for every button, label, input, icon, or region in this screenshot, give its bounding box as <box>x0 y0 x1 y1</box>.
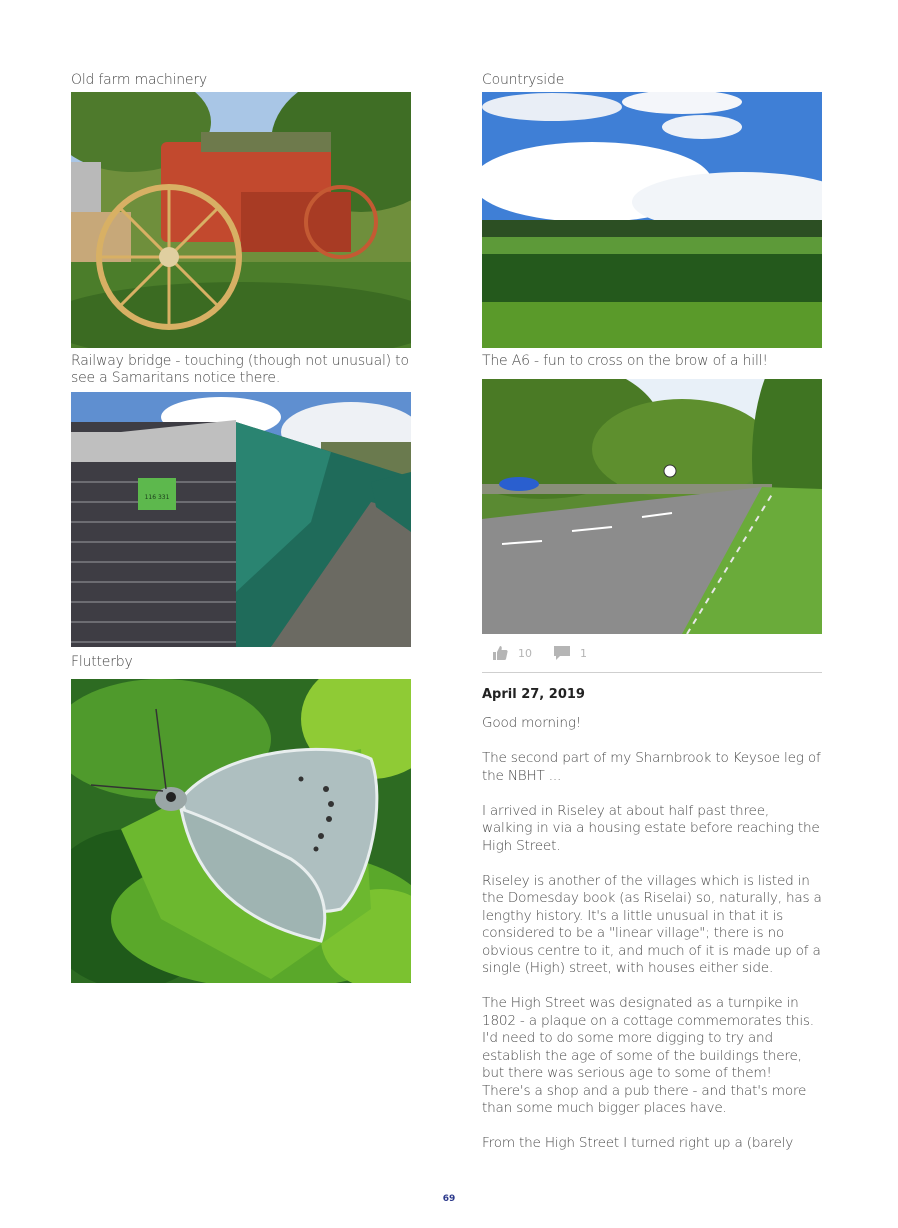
social-bar <box>482 634 822 673</box>
page-number: 69 <box>442 1194 456 1204</box>
photo-caption: Railway bridge - touching (though not unusual) to see a Samaritans notice there. <box>71 353 409 386</box>
post-paragraph: The High Street was designated as a turnpike in 1802 - a plaque on a cottage commemorates this. I'd need to do some more digging to try and establish the age of some of the buildings there, but there was serious age to some of them! There's a shop and a pub there - and that's more than some much bigger places have. <box>482 995 814 1116</box>
post-paragraph: The second part of my Sharnbrook to Keysoe leg of the NBHT ... <box>482 750 821 784</box>
post-paragraph: From the High Street I turned right up a (barely <box>482 1135 794 1151</box>
post-date: April 27, 2019 <box>482 687 585 702</box>
photo-caption: The A6 - fun to cross on the brow of a hill! <box>482 353 768 369</box>
left-column <box>71 70 411 983</box>
post-paragraph: I arrived in Riseley at about half past three, walking in via a housing estate before reaching the High Street. <box>482 802 820 854</box>
countryside-photo <box>482 92 822 348</box>
comments-count: 1 <box>580 646 587 660</box>
railway-bridge-photo <box>71 392 411 647</box>
butterfly-photo <box>71 679 411 983</box>
farm-machinery-photo <box>71 92 411 348</box>
photo-caption: Flutterby <box>71 654 133 670</box>
right-column <box>482 70 822 1170</box>
comment-icon[interactable] <box>554 646 570 660</box>
post-body <box>482 715 822 1153</box>
like-icon[interactable] <box>492 646 508 660</box>
sign-text: 116 331 <box>144 494 170 501</box>
road-photo <box>482 379 822 634</box>
post-paragraph: Riseley is another of the villages which is listed in the Domesday book (as Riselai) so, naturally, has a lengthy history. It's a little unusual in that it is considered to be a "linear village"; there is no obvious centre to it, and much of it is made up of a single (High) street, with houses either side. <box>482 872 822 976</box>
likes-count: 10 <box>518 646 532 660</box>
photo-caption: Countryside <box>482 72 565 88</box>
photo-caption: Old farm machinery <box>71 72 207 88</box>
post-paragraph: Good morning! <box>482 715 582 731</box>
